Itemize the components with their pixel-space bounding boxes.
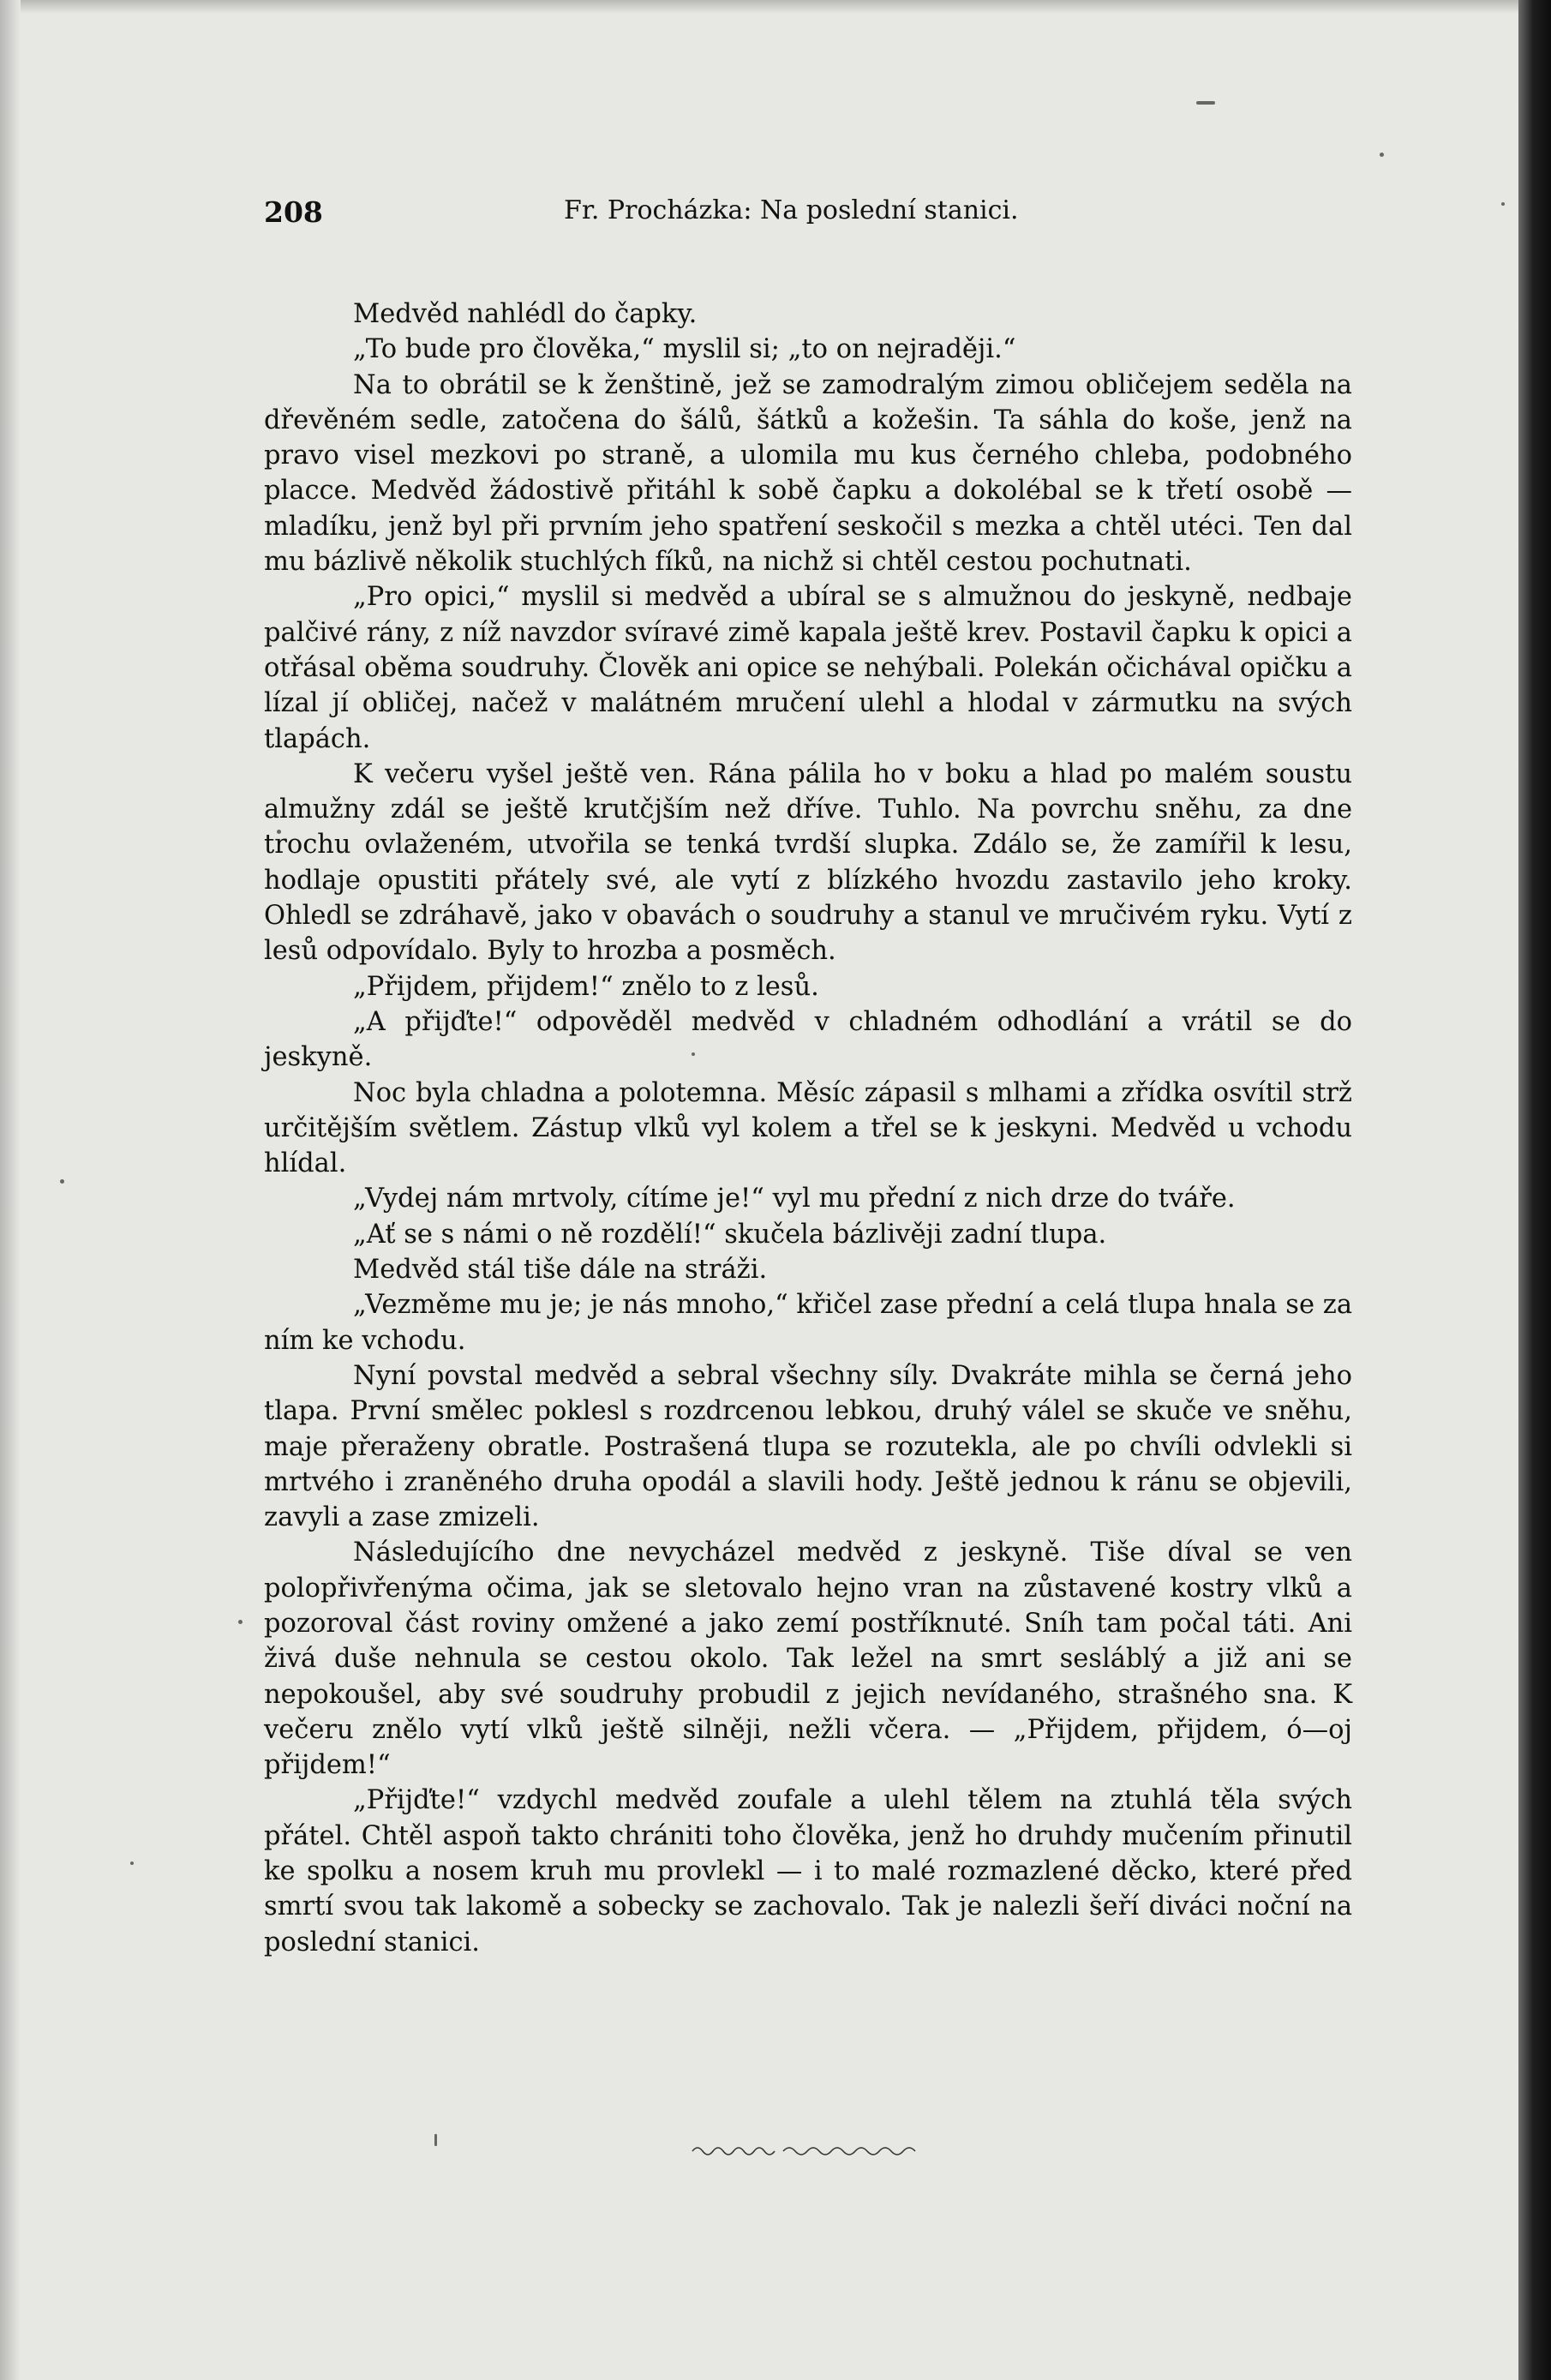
- book-page: [264, 195, 1352, 1960]
- paragraph: K večeru vyšel ještě ven. Rána pálila ho v boku a hlad po malém soustu almužny zdál se ještě krutčjším než dříve. Tuhlo. Na povrchu sněhu, za dne trochu ovlaženém, utvořila se tenká tvrdší slupka. Zdálo se, že zamířil k lesu, hodlaje opustiti přátely své, ale vytí z blízkého hvozdu zastavilo jeho kroky. Ohledl se zdráhavě, jako v obavách o soudruhy a stanul ve mručivém ryku. Vytí z lesů odpovídalo. Byly to hrozba a posměch.: [264, 758, 1352, 967]
- paragraph: Nyní povstal medvěd a sebral všechny síly. Dvakráte mihla se černá jeho tlapa. První smělec poklesl s rozdrcenou lebkou, druhý válel se skuče ve sněhu, maje přeraženy obratle. Postrašená tlupa se rozutekla, ale po chvíli odvlekli si mrtvého i zraněného druha opodál a slavili hody. Ještě jednou k ránu se objevili, zavyli a zase zmizeli.: [264, 1360, 1352, 1533]
- body-text: [264, 297, 1352, 1960]
- paragraph: Medvěd nahlédl do čapky.: [353, 299, 698, 329]
- page-number: 208: [264, 195, 323, 229]
- paragraph: „Pro opici,“ myslil si medvěd a ubíral se s almužnou do jeskyně, nedbaje palčivé rány, z níž navzdor svíravé zimě kapala ještě krev. Postavil čapku k opici a otřásal oběma soudruhy. Člověk ani opice se nehýbali. Polekán očichával opičku a lízal jí obličej, načež v malátném mručení ulehl a hlodal v zármutku na svých tlapách.: [264, 582, 1352, 754]
- paragraph: „Přijďte!“ vzdychl medvěd zoufale a ulehl tělem na ztuhlá těla svých přátel. Chtěl aspoň takto chrániti toho člověka, jenž ho druhdy mučením přinutil ke spolku a nosem kruh mu provlekl — i to malé rozmazlené děcko, které před smrtí svou tak lakomě a sobecky se zachovalo. Tak je nalezli šeří diváci noční na poslední stanici.: [264, 1785, 1352, 1957]
- running-title: Fr. Procházka: Na poslední stanici.: [564, 195, 1019, 225]
- ink-speck: [434, 2134, 437, 2146]
- paragraph: „Ať se s námi o ně rozdělí!“ skučela bázlivěji zadní tlupa.: [353, 1219, 1107, 1250]
- ink-speck: [1501, 202, 1505, 206]
- page-edge-top: [0, 0, 1551, 14]
- paragraph: „Vydej nám mrtvoly, cítíme je!“ vyl mu přední z nich drze do tváře.: [353, 1184, 1236, 1214]
- paragraph: „Vezměme mu je; je nás mnoho,“ křičel zase přední a celá tlupa hnala se za ním ke vchodu.: [264, 1290, 1352, 1356]
- end-ornament: [689, 2143, 937, 2160]
- ink-speck: [1196, 101, 1215, 105]
- paragraph: „To bude pro člověka,“ myslil si; „to on nejraději.“: [353, 334, 1016, 365]
- running-head: [264, 195, 1352, 243]
- paragraph: Noc byla chladna a polotemna. Měsíc zápasil s mlhami a zřídka osvítil strž určitějším světlem. Zástup vlků vyl kolem a třel se k jeskyni. Medvěd u vchodu hlídal.: [264, 1077, 1352, 1179]
- ornament-squiggle-right: [783, 2148, 915, 2155]
- page-edge-left: [0, 0, 21, 2380]
- paragraph: „Přijdem, přijdem!“ znělo to z lesů.: [353, 971, 819, 1002]
- ornament-squiggle-left: [692, 2148, 775, 2155]
- ink-speck: [1380, 153, 1384, 157]
- paragraph: Medvěd stál tiše dále na stráži.: [353, 1255, 768, 1286]
- ink-speck: [238, 1620, 243, 1624]
- ink-speck: [130, 1861, 134, 1865]
- paragraph: „A přijďte!“ odpověděl medvěd v chladném odhodlání a vrátil se do jeskyně.: [264, 1006, 1352, 1073]
- page-edge-right: [1518, 0, 1551, 2380]
- paragraph: Na to obrátil se k ženštině, jež se zamodralým zimou obličejem seděla na dřevěném sedle, zatočena do šálů, šátků a kožešin. Ta sáhla do koše, jenž na pravo visel mezkovi po straně, a ulomila mu kus černého chleba, podobného placce. Medvěd žádostivě přitáhl k sobě čapku a dokolébal se k třetí osobě — mladíku, jenž byl při prvním jeho spatření seskočil s mezka a chtěl utéci. Ten dal mu bázlivě několik stuchlých fíků, na nichž si chtěl cestou pochutnati.: [264, 369, 1352, 578]
- paragraph: Následujícího dne nevycházel medvěd z jeskyně. Tiše díval se ven polopřivřenýma očima, jak se sletovalo hejno vran na zůstavené kostry vlků a pozoroval část roviny omžené a jako zemí postříknuté. Sníh tam počal táti. Ani živá duše nehnula se cestou okolo. Tak ležel na smrt sesláblý a již ani se nepokoušel, aby své soudruhy probudil z jejich nevídaného, strašného sna. K večeru znělo vytí vlků ještě silněji, nežli včera. — „Přijdem, přijdem, ó—oj přijdem!“: [264, 1538, 1352, 1781]
- ink-speck: [60, 1179, 64, 1184]
